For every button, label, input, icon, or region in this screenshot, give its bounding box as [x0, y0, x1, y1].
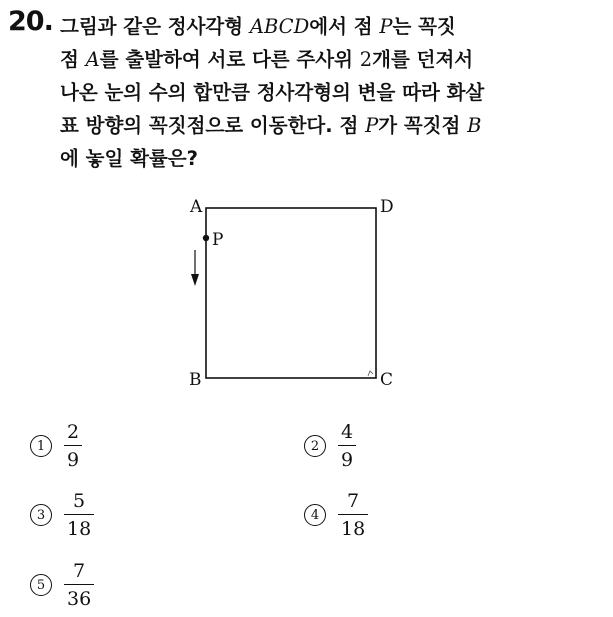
choice-4[interactable] — [304, 490, 368, 540]
text-segment: 표 방향의 꼭짓점으로 이동한다. 점 — [60, 114, 366, 137]
point-p-dot — [203, 235, 209, 241]
text-segment: 그림과 같은 정사각형 — [60, 15, 250, 38]
fraction-bar — [338, 445, 356, 446]
choice-1[interactable] — [30, 421, 82, 471]
vertex-label-d: D — [380, 197, 394, 217]
denominator: 18 — [67, 518, 92, 540]
square-figure — [180, 190, 420, 395]
fraction-bar — [64, 584, 94, 585]
choice-marker: 4 — [304, 504, 326, 526]
vertex-label-c: C — [380, 370, 394, 390]
math-number: 2 — [359, 48, 373, 71]
math-variable: A — [85, 48, 100, 71]
text-segment: 에서 점 — [309, 15, 380, 38]
numerator: 5 — [73, 490, 86, 512]
fraction-bar — [338, 514, 368, 515]
fraction — [338, 421, 356, 471]
question-number: 20. — [8, 6, 53, 37]
choice-3[interactable] — [30, 490, 94, 540]
numerator: 2 — [67, 421, 80, 443]
math-variable: ABCD — [249, 15, 310, 38]
numerator: 7 — [347, 490, 360, 512]
text-segment: 가 꼭짓점 — [378, 114, 468, 137]
denominator: 9 — [67, 449, 80, 471]
down-arrow-icon — [191, 274, 199, 286]
question-line-3: 나온 눈의 수의 합만큼 정사각형의 변을 따라 화살 — [60, 81, 485, 104]
denominator: 36 — [67, 588, 92, 610]
question-line-1 — [60, 10, 605, 43]
numerator: 4 — [341, 421, 354, 443]
choice-marker: 1 — [30, 435, 52, 457]
numerator: 7 — [73, 560, 86, 582]
text-segment: 개를 던져서 — [372, 48, 474, 71]
text-segment: 점 — [60, 48, 86, 71]
question-line-4 — [60, 109, 605, 142]
vertex-label-b: B — [189, 370, 202, 390]
square-diagram — [180, 190, 420, 395]
question-line-5: 에 놓일 확률은? — [60, 147, 198, 170]
vertex-label-a: A — [190, 197, 203, 217]
fraction — [338, 490, 368, 540]
math-variable: P — [365, 114, 379, 137]
choice-marker: 3 — [30, 504, 52, 526]
point-label-p: P — [212, 230, 224, 250]
corner-mark-icon — [368, 371, 373, 376]
fraction — [64, 560, 94, 610]
math-variable: B — [467, 114, 482, 137]
fraction-bar — [64, 445, 82, 446]
math-variable: P — [379, 15, 393, 38]
fraction-bar — [64, 514, 94, 515]
text-segment: 를 출발하여 서로 다른 주사위 — [99, 48, 360, 71]
fraction — [64, 490, 94, 540]
fraction — [64, 421, 82, 471]
denominator: 9 — [341, 449, 354, 471]
choice-5[interactable] — [30, 560, 94, 610]
question-line-2 — [60, 43, 605, 76]
choice-2[interactable] — [304, 421, 356, 471]
square-outline — [206, 208, 376, 378]
choice-marker: 5 — [30, 574, 52, 596]
denominator: 18 — [341, 518, 366, 540]
question-text — [60, 10, 605, 175]
text-segment: 는 꼭짓 — [392, 15, 456, 38]
choice-marker: 2 — [304, 435, 326, 457]
